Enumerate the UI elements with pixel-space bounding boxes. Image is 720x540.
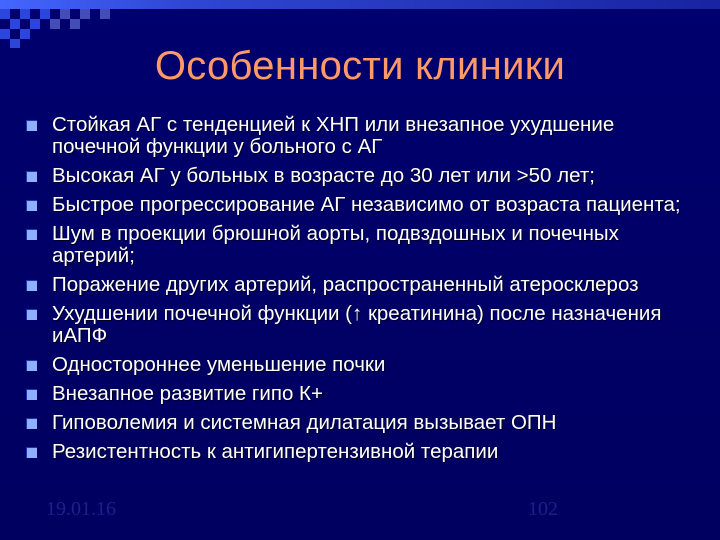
footer-date: 19.01.16 [46, 498, 116, 520]
bullet-list [22, 114, 702, 470]
list-item [22, 354, 702, 376]
list-item-text: Резистентность к антигипертензивной терапии [52, 440, 499, 463]
list-item-text: Высокая АГ у больных в возрасте до 30 лет или >50 лет; [52, 164, 595, 187]
list-item [22, 412, 702, 434]
list-item [22, 223, 702, 267]
square-bullet-icon [26, 120, 37, 131]
list-item-text: Гиповолемия и системная дилатация вызывает ОПН [52, 411, 557, 434]
footer-page-number: 102 [528, 498, 558, 520]
square-bullet-icon [26, 229, 37, 240]
square-bullet-icon [26, 418, 37, 429]
list-item [22, 303, 702, 347]
list-item-text: Одностороннее уменьшение почки [52, 353, 386, 376]
square-bullet-icon [26, 389, 37, 400]
list-item [22, 441, 702, 463]
list-item-text: Стойкая АГ с тенденцией к ХНП или внезапное ухудшение почечной функции у больного с АГ [52, 113, 615, 158]
square-bullet-icon [26, 280, 37, 291]
square-bullet-icon [26, 200, 37, 211]
list-item-text: Шум в проекции брюшной аорты, подвздошных и почечных артерий; [52, 222, 619, 267]
list-item [22, 165, 702, 187]
square-bullet-icon [26, 360, 37, 371]
square-bullet-icon [26, 309, 37, 320]
list-item [22, 114, 702, 158]
checker-pattern-decoration [0, 0, 720, 48]
square-bullet-icon [26, 447, 37, 458]
list-item-text: Поражение других артерий, распространенный атеросклероз [52, 273, 639, 296]
list-item [22, 194, 702, 216]
slide-title: Особенности клиники [154, 44, 566, 88]
list-item-text: Внезапное развитие гипо К+ [52, 382, 323, 405]
list-item [22, 274, 702, 296]
list-item [22, 383, 702, 405]
list-item-text: Ухудшении почечной функции (↑ креатинина) после назначения иАПФ [52, 302, 662, 347]
list-item-text: Быстрое прогрессирование АГ независимо от возраста пациента; [52, 193, 681, 216]
square-bullet-icon [26, 171, 37, 182]
